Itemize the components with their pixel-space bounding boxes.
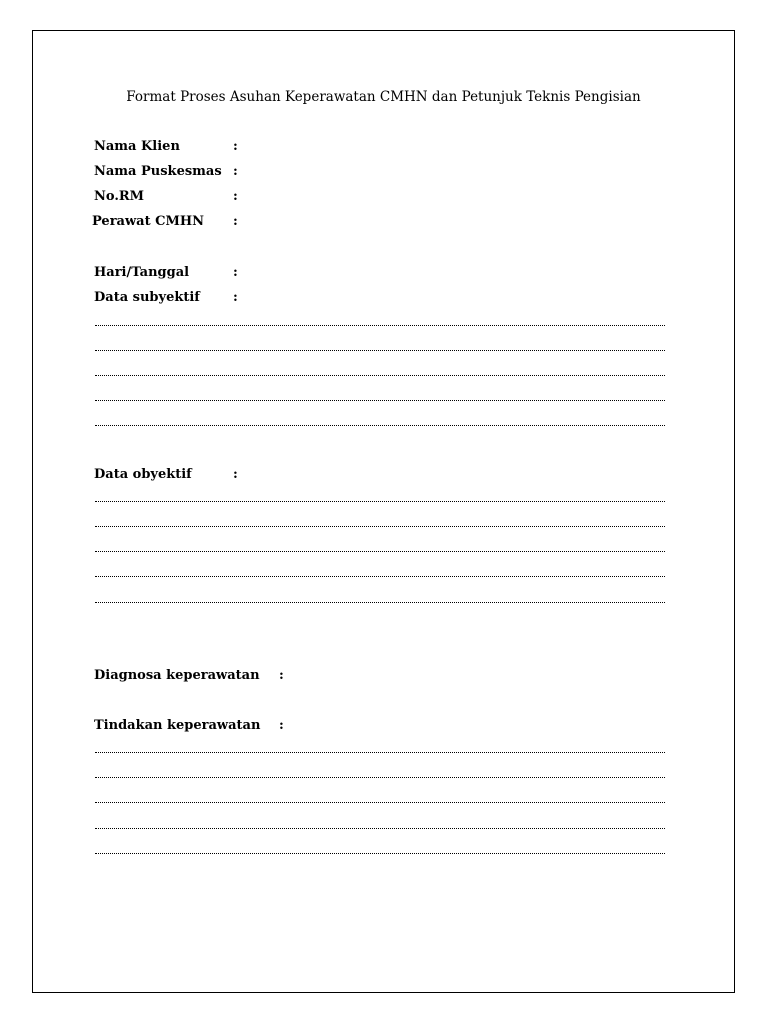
label-perawat-cmhn: Perawat CMHN — [92, 214, 205, 229]
colon-nama-puskesmas: : — [233, 164, 238, 179]
colon-tindakan-keperawatan: : — [279, 718, 284, 733]
label-data-obyektif: Data obyektif — [94, 467, 192, 482]
tindakan-blank-line — [95, 828, 665, 829]
colon-hari-tanggal: : — [233, 265, 238, 280]
label-tindakan-keperawatan: Tindakan keperawatan — [94, 718, 261, 733]
label-data-subyektif: Data subyektif — [94, 290, 200, 305]
colon-data-subyektif: : — [233, 290, 238, 305]
subyektif-blank-line — [95, 350, 665, 351]
label-hari-tanggal: Hari/Tanggal — [94, 265, 190, 280]
obyektif-blank-line — [95, 602, 665, 603]
label-diagnosa-keperawatan: Diagnosa keperawatan — [94, 668, 260, 683]
colon-data-obyektif: : — [233, 467, 238, 482]
subyektif-blank-line — [95, 425, 665, 426]
obyektif-blank-line — [95, 526, 665, 527]
subyektif-blank-line — [95, 400, 665, 401]
tindakan-blank-line — [95, 853, 665, 854]
colon-perawat-cmhn: : — [233, 214, 238, 229]
form-page — [32, 30, 735, 993]
obyektif-blank-line — [95, 551, 665, 552]
subyektif-blank-line — [95, 325, 665, 326]
colon-diagnosa-keperawatan: : — [279, 668, 284, 683]
tindakan-blank-line — [95, 777, 665, 778]
label-nama-klien: Nama Klien — [94, 139, 180, 154]
label-no-rm: No.RM — [94, 189, 145, 204]
label-nama-puskesmas: Nama Puskesmas — [94, 164, 222, 179]
obyektif-blank-line — [95, 576, 665, 577]
form-title: Format Proses Asuhan Keperawatan CMHN dan Petunjuk Teknis Pengisian — [126, 89, 641, 105]
colon-no-rm: : — [233, 189, 238, 204]
tindakan-blank-line — [95, 802, 665, 803]
obyektif-blank-line — [95, 501, 665, 502]
subyektif-blank-line — [95, 375, 665, 376]
tindakan-blank-line — [95, 752, 665, 753]
colon-nama-klien: : — [233, 139, 238, 154]
